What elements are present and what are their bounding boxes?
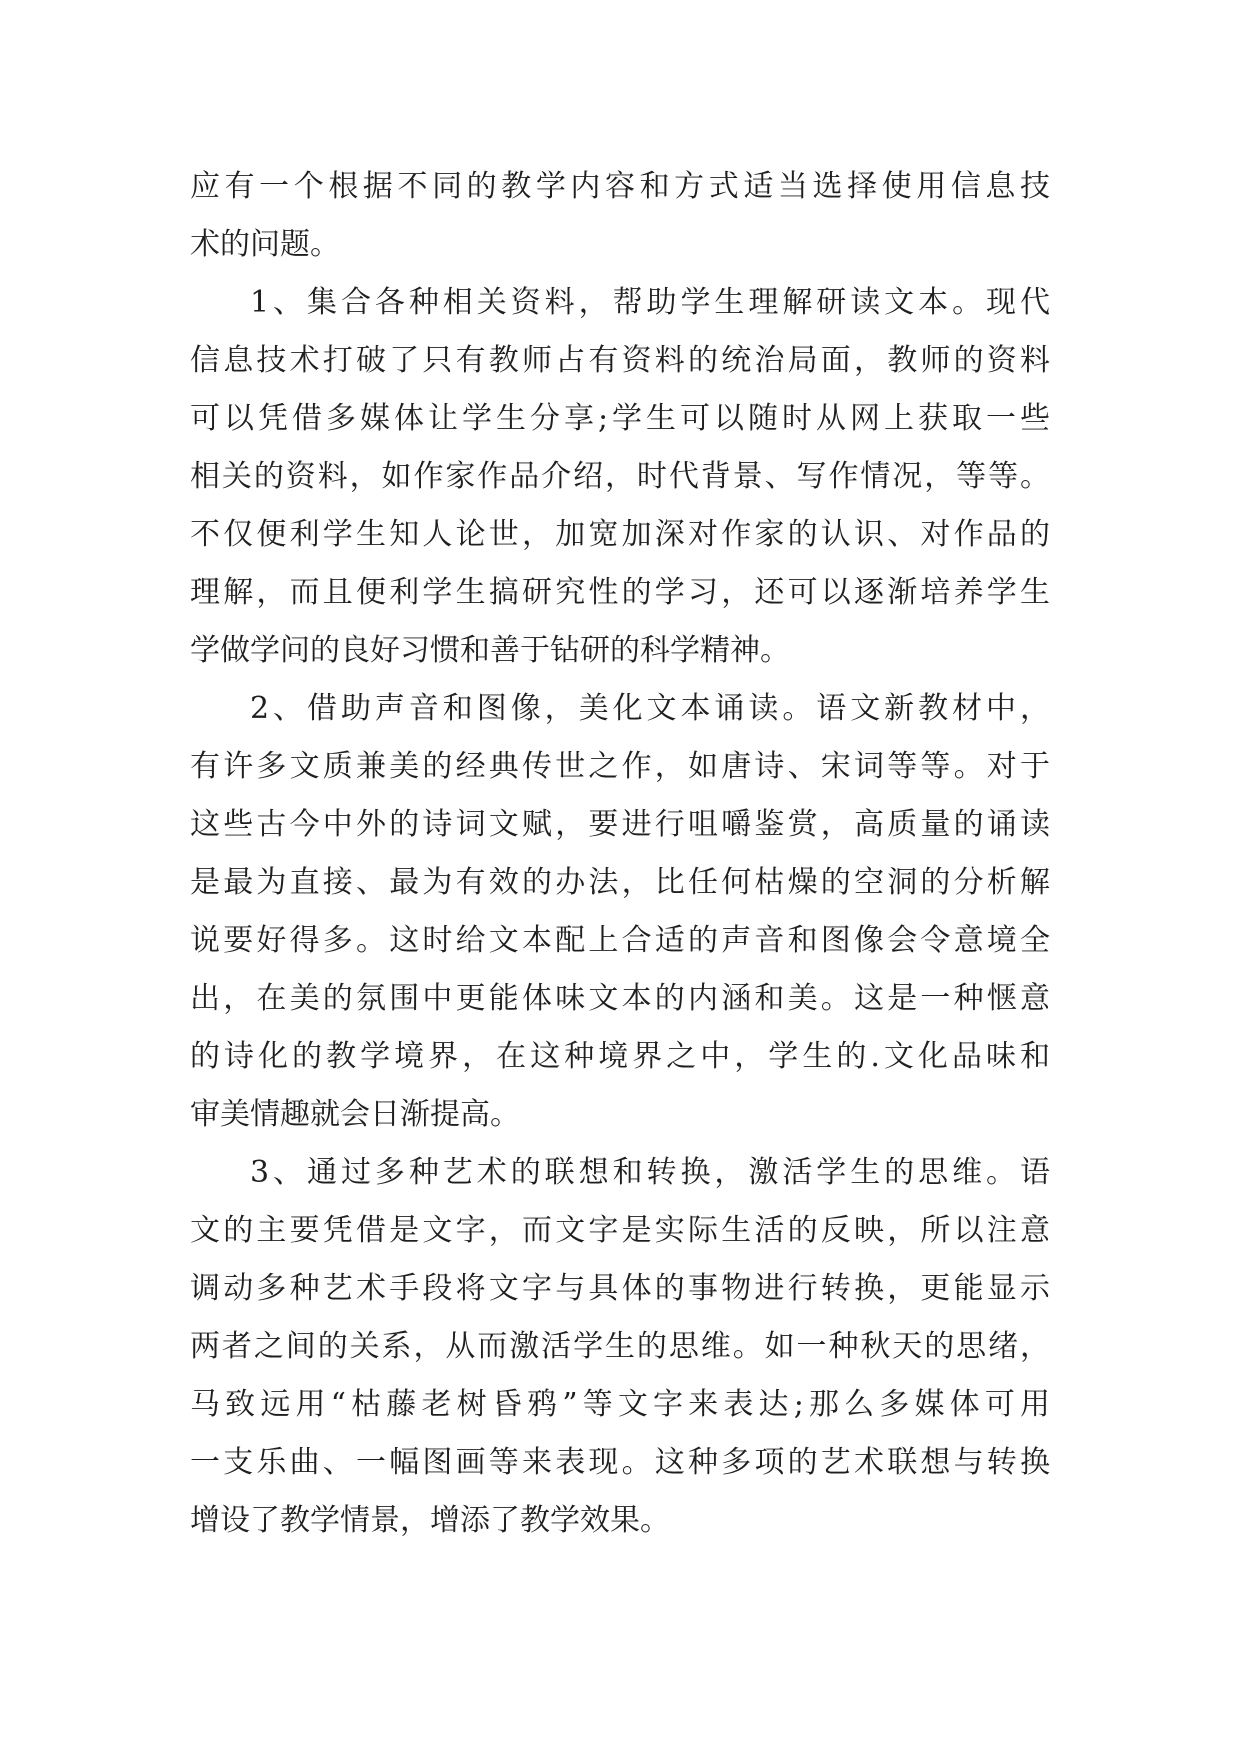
paragraph-3-line-5: 一支乐曲、一幅图画等来表现。这种多项的艺术联想与转换 bbox=[190, 1445, 1050, 1480]
paragraph-2-line-0: 2、借助声音和图像，美化文本诵读。语文新教材中， bbox=[250, 691, 1050, 726]
paragraph-2-line-4: 说要好得多。这时给文本配上合适的声音和图像会令意境全 bbox=[190, 923, 1050, 958]
paragraph-0-line-0: 应有一个根据不同的教学内容和方式适当选择使用信息技 bbox=[190, 169, 1050, 204]
paragraph-3-line-0: 3、通过多种艺术的联想和转换，激活学生的思维。语 bbox=[250, 1155, 1050, 1190]
paragraph-1-line-1: 信息技术打破了只有教师占有资料的统治局面，教师的资料 bbox=[190, 343, 1050, 378]
paragraph-3-line-4: 马致远用“枯藤老树昏鸦”等文字来表达;那么多媒体可用 bbox=[190, 1387, 1050, 1422]
document-body bbox=[190, 158, 1050, 1550]
paragraph-1-line-2: 可以凭借多媒体让学生分享;学生可以随时从网上获取一些 bbox=[190, 401, 1050, 436]
paragraph-2-line-6: 的诗化的教学境界，在这种境界之中，学生的.文化品味和 bbox=[190, 1039, 1050, 1074]
paragraph-2-line-3: 是最为直接、最为有效的办法，比任何枯燥的空洞的分析解 bbox=[190, 865, 1050, 900]
paragraph-1-line-0: 1、集合各种相关资料，帮助学生理解研读文本。现代 bbox=[250, 285, 1050, 320]
paragraph-2-line-7: 审美情趣就会日渐提高。 bbox=[190, 1097, 520, 1132]
paragraph-2-line-2: 这些古今中外的诗词文赋，要进行咀嚼鉴赏，高质量的诵读 bbox=[190, 807, 1050, 842]
paragraph-1-line-5: 理解，而且便利学生搞研究性的学习，还可以逐渐培养学生 bbox=[190, 575, 1050, 610]
paragraph-3-line-2: 调动多种艺术手段将文字与具体的事物进行转换，更能显示 bbox=[190, 1271, 1050, 1306]
paragraph-2-line-5: 出，在美的氛围中更能体味文本的内涵和美。这是一种惬意 bbox=[190, 981, 1050, 1016]
paragraph-1-line-4: 不仅便利学生知人论世，加宽加深对作家的认识、对作品的 bbox=[190, 517, 1050, 552]
paragraph-3-line-1: 文的主要凭借是文字，而文字是实际生活的反映，所以注意 bbox=[190, 1213, 1050, 1248]
paragraph-1-line-3: 相关的资料，如作家作品介绍，时代背景、写作情况，等等。 bbox=[190, 459, 1050, 494]
paragraph-2-line-1: 有许多文质兼美的经典传世之作，如唐诗、宋词等等。对于 bbox=[190, 749, 1050, 784]
paragraph-0-line-1: 术的问题。 bbox=[190, 227, 340, 262]
paragraph-3-line-6: 增设了教学情景，增添了教学效果。 bbox=[190, 1503, 670, 1538]
paragraph-1-line-6: 学做学问的良好习惯和善于钻研的科学精神。 bbox=[190, 633, 790, 668]
paragraph-3-line-3: 两者之间的关系，从而激活学生的思维。如一种秋天的思绪， bbox=[190, 1329, 1050, 1364]
